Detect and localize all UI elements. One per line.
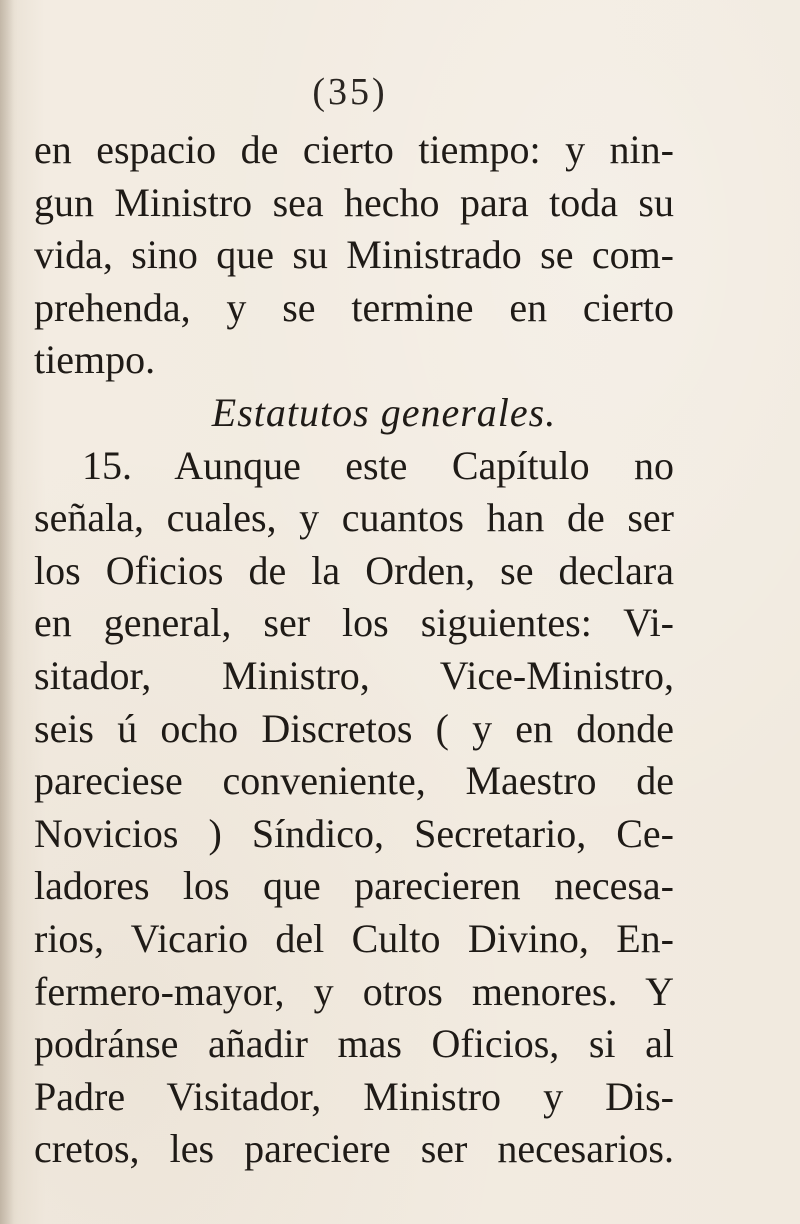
section-heading: Estatutos generales. xyxy=(211,389,557,435)
text-line: sitador, Ministro, Vice-Ministro, xyxy=(34,652,674,698)
page-number: (35) xyxy=(312,71,388,113)
text-line: en general, ser los siguientes: Vi- xyxy=(34,600,674,646)
page-gutter-shadow xyxy=(0,0,14,1224)
text-line: 15. Aunque este Capítulo no xyxy=(82,442,674,488)
text-line: gun Ministro sea hecho para toda su xyxy=(34,179,674,225)
text-line: Padre Visitador, Ministro y Dis- xyxy=(34,1073,674,1119)
text-line: tiempo. xyxy=(34,337,156,383)
text-line: señala, cuales, y cuantos han de ser xyxy=(34,495,674,541)
text-line: seis ú ocho Discretos ( y en donde xyxy=(34,705,674,751)
text-line: en espacio de cierto tiempo: y nin- xyxy=(34,127,674,172)
text-line: rios, Vicario del Culto Divino, En- xyxy=(34,915,674,961)
text-line: pareciese conveniente, Maestro de xyxy=(34,758,674,804)
text-line: fermero-mayor, y otros menores. Y xyxy=(34,968,674,1014)
text-line: Novicios ) Síndico, Secretario, Ce- xyxy=(34,810,674,856)
text-line: cretos, les pareciere ser necesarios. xyxy=(34,1126,674,1172)
text-line: vida, sino que su Ministrado se com- xyxy=(34,232,674,278)
body-text xyxy=(34,124,674,1176)
text-line: podránse añadir mas Oficios, si al xyxy=(34,1021,674,1067)
text-line: prehenda, y se termine en cierto xyxy=(34,284,674,330)
text-line: los Oficios de la Orden, se declara xyxy=(34,547,674,593)
text-line: ladores los que parecieren necesa- xyxy=(34,863,674,909)
